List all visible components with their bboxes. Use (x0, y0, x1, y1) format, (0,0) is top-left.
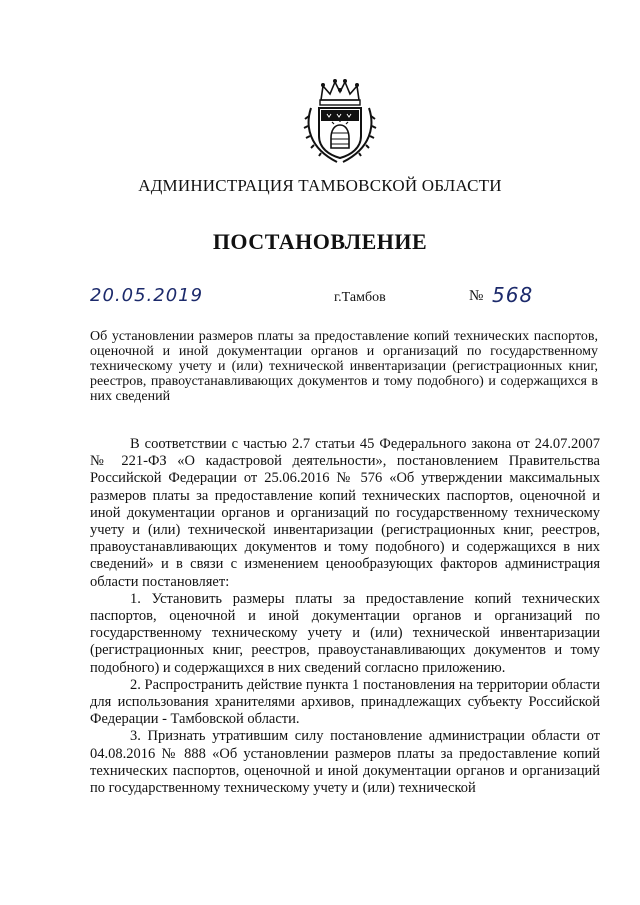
document-type-title: ПОСТАНОВЛЕНИЕ (212, 229, 428, 254)
document-subject: Об установлении размеров платы за предоставление копий технических паспортов, оценочной и иной документации органов и организаций по государственному техническому учету и (или) технической инвентаризации (регистрационных книг, реестров, правоустанавливающих документов и тому подобного) и содержащихся в них сведений (90, 329, 598, 404)
clause-3: 3. Признать утратившим силу постановление администрации области от 04.08.2016 № 888 «Об установлении размеров платы за предоставление копий технических паспортов, оценочной и иной документации органов и организаций по государственному техническому учету и (или) технической (90, 728, 600, 797)
handwritten-date: 20.05.2019 (90, 285, 204, 306)
number-label: № (469, 288, 484, 304)
preamble-paragraph: В соответствии с частью 2.7 статьи 45 Федерального закона от 24.07.2007 № 221-ФЗ «О кадастровой деятельности», постановлением Правительства Российской Федерации от 25.06.2016 № 576 «Об утверждении максимальных размеров платы за предоставление копий технических паспортов, оценочной и иной документации органов и организаций по государственному техническому учету и (или) технической инвентаризации (регистрационных книг, реестров, правоустанавливающих документов и тому подобного) и содержащихся в них сведений» и в связи с изменением ценообразующих факторов администрация области постановляет: (90, 436, 600, 590)
organization-name: АДМИНИСТРАЦИЯ ТАМБОВСКОЙ ОБЛАСТИ (138, 176, 502, 195)
clause-1: 1. Установить размеры платы за предоставление копий технических паспортов, оценочной и иной документации органов и организаций по государственному техническому учету и (или) технической инвентаризации (регистрационных книг, реестров, правоустанавливающих документов и тому подобного) и содержащихся в них сведений согласно приложению. (90, 590, 600, 676)
city: г.Тамбов (334, 290, 386, 305)
tambov-coat-of-arms-icon (301, 78, 379, 164)
clause-2: 2. Распространить действие пункта 1 постановления на территории области для использования хранителями архивов, принадлежащих субъекту Российской Федерации - Тамбовской области. (90, 676, 600, 728)
handwritten-number: 568 (492, 283, 534, 307)
document-body (90, 436, 600, 797)
